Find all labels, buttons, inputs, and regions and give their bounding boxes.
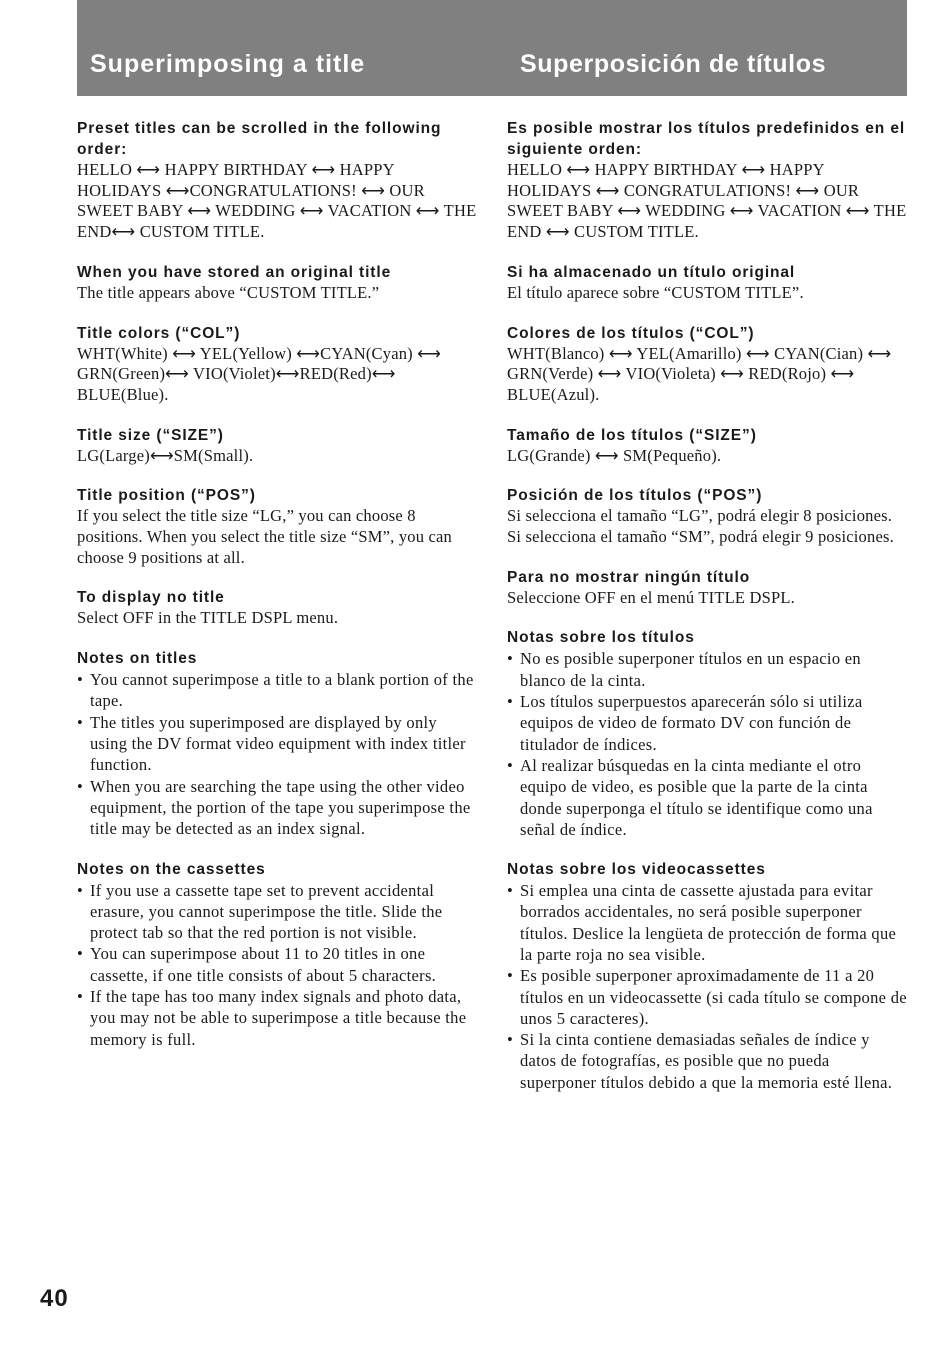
section-heading: To display no title bbox=[77, 589, 225, 607]
section-text: WHT(White) ⟷ YEL(Yellow) ⟷CYAN(Cyan) ⟷ GRN(Green)⟷ VIO(Violet)⟷RED(Red)⟷ BLUE(Blue). bbox=[77, 343, 442, 404]
section-text: Si selecciona el tamaño “LG”, podrá elegir 8 posiciones. Si selecciona el tamaño “SM”, podrá elegir 9 posiciones. bbox=[507, 506, 894, 547]
preset-titles-section bbox=[77, 118, 477, 243]
section-heading: Notas sobre los títulos bbox=[507, 629, 695, 647]
preset-titles-section bbox=[507, 118, 907, 243]
no-title-section bbox=[507, 567, 907, 609]
list-item: • If you use a cassette tape set to prevent accidental erasure, you cannot superimpose the title. Slide the protect tab so that the red portion is not visible. bbox=[77, 880, 477, 944]
section-text: HELLO ⟷ HAPPY BIRTHDAY ⟷ HAPPY HOLIDAYS ⟷CONGRATULATIONS! ⟷ OUR SWEET BABY ⟷ WEDDING ⟷ VACATION ⟷ THE END⟷ CUSTOM TITLE. bbox=[77, 160, 477, 242]
list-item: • Es posible superponer aproximadamente de 11 a 20 títulos en un videocassette (si cada título se compone de unos 5 caracteres). bbox=[507, 965, 907, 1029]
section-heading: Si ha almacenado un título original bbox=[507, 263, 796, 281]
bullet-list bbox=[77, 669, 477, 839]
title-position-section bbox=[77, 485, 477, 568]
section-heading: Colores de los títulos (“COL”) bbox=[507, 324, 755, 342]
section-heading: Es posible mostrar los títulos predefinidos en el siguiente orden: bbox=[507, 120, 906, 158]
section-heading: Preset titles can be scrolled in the following order: bbox=[77, 120, 442, 158]
list-item: • When you are searching the tape using the other video equipment, the portion of the tape you superimpose the title may be detected as an index signal. bbox=[77, 776, 477, 840]
title-size-section bbox=[77, 425, 477, 467]
section-heading: Title colors (“COL”) bbox=[77, 324, 241, 342]
notes-titles-section bbox=[507, 627, 907, 840]
stored-title-section bbox=[77, 262, 477, 304]
stored-title-section bbox=[507, 262, 907, 304]
list-item: • No es posible superponer títulos en un espacio en blanco de la cinta. bbox=[507, 648, 907, 691]
section-text: El título aparece sobre “CUSTOM TITLE”. bbox=[507, 282, 804, 302]
list-item: • Los títulos superpuestos aparecerán sólo si utiliza equipos de video de formato DV con función de titulador de índices. bbox=[507, 691, 907, 755]
english-column bbox=[77, 118, 477, 1069]
title-size-section bbox=[507, 425, 907, 467]
list-item: • Si la cinta contiene demasiadas señales de índice y datos de fotografías, es posible que no pueda superponer títulos debido a que la memoria esté llena. bbox=[507, 1029, 907, 1093]
section-heading: Tamaño de los títulos (“SIZE”) bbox=[507, 426, 757, 444]
section-heading: Title position (“POS”) bbox=[77, 487, 256, 505]
section-heading: Para no mostrar ningún título bbox=[507, 568, 751, 586]
notes-cassettes-section bbox=[77, 859, 477, 1050]
spanish-column bbox=[507, 118, 907, 1112]
list-item: • If the tape has too many index signals and photo data, you may not be able to superimpose a title because the memory is full. bbox=[77, 986, 477, 1050]
section-text: Seleccione OFF en el menú TITLE DSPL. bbox=[507, 587, 796, 607]
page-number: 40 bbox=[40, 1285, 69, 1312]
section-text: If you select the title size “LG,” you can choose 8 positions. When you select the title size “SM”, you can choose 9 positions at all. bbox=[77, 506, 452, 567]
header-bar bbox=[77, 0, 907, 96]
section-heading: Notes on titles bbox=[77, 650, 198, 668]
bullet-list bbox=[507, 648, 907, 840]
section-text: WHT(Blanco) ⟷ YEL(Amarillo) ⟷ CYAN(Cian) ⟷ GRN(Verde) ⟷ VIO(Violeta) ⟷ RED(Rojo) ⟷ BLUE(Azul). bbox=[507, 343, 892, 404]
list-item: • Si emplea una cinta de cassette ajustada para evitar borrados accidentales, no será posible superponer títulos. Deslice la lengüeta de protección de forma que la parte roja no sea visible. bbox=[507, 880, 907, 965]
title-position-section bbox=[507, 485, 907, 547]
section-heading: Title size (“SIZE”) bbox=[77, 426, 224, 444]
section-text: LG(Large)⟷SM(Small). bbox=[77, 445, 254, 465]
notes-cassettes-section bbox=[507, 859, 907, 1093]
section-heading: Posición de los títulos (“POS”) bbox=[507, 487, 763, 505]
list-item: • The titles you superimposed are displayed by only using the DV format video equipment with index titler function. bbox=[77, 712, 477, 776]
title-colors-section bbox=[77, 323, 477, 406]
section-text: The title appears above “CUSTOM TITLE.” bbox=[77, 282, 380, 302]
section-text: Select OFF in the TITLE DSPL menu. bbox=[77, 608, 339, 628]
page-title-english: Superimposing a title bbox=[90, 50, 366, 78]
section-text: HELLO ⟷ HAPPY BIRTHDAY ⟷ HAPPY HOLIDAYS ⟷ CONGRATULATIONS! ⟷ OUR SWEET BABY ⟷ WEDDING ⟷ VACATION ⟷ THE END ⟷ CUSTOM TITLE. bbox=[507, 160, 907, 242]
page-title-spanish: Superposición de títulos bbox=[520, 50, 827, 78]
bullet-list bbox=[507, 880, 907, 1093]
list-item: • You cannot superimpose a title to a blank portion of the tape. bbox=[77, 669, 477, 712]
notes-titles-section bbox=[77, 648, 477, 839]
list-item: • Al realizar búsquedas en la cinta mediante el otro equipo de video, es posible que la parte de la cinta donde superponga el título se identifique como una señal de índice. bbox=[507, 755, 907, 840]
bullet-list bbox=[77, 880, 477, 1050]
no-title-section bbox=[77, 587, 477, 629]
section-heading: Notas sobre los videocassettes bbox=[507, 861, 766, 879]
title-colors-section bbox=[507, 323, 907, 406]
section-text: LG(Grande) ⟷ SM(Pequeño). bbox=[507, 445, 722, 465]
section-heading: Notes on the cassettes bbox=[77, 860, 266, 878]
list-item: • You can superimpose about 11 to 20 titles in one cassette, if one title consists of about 5 characters. bbox=[77, 943, 477, 986]
section-heading: When you have stored an original title bbox=[77, 263, 392, 281]
